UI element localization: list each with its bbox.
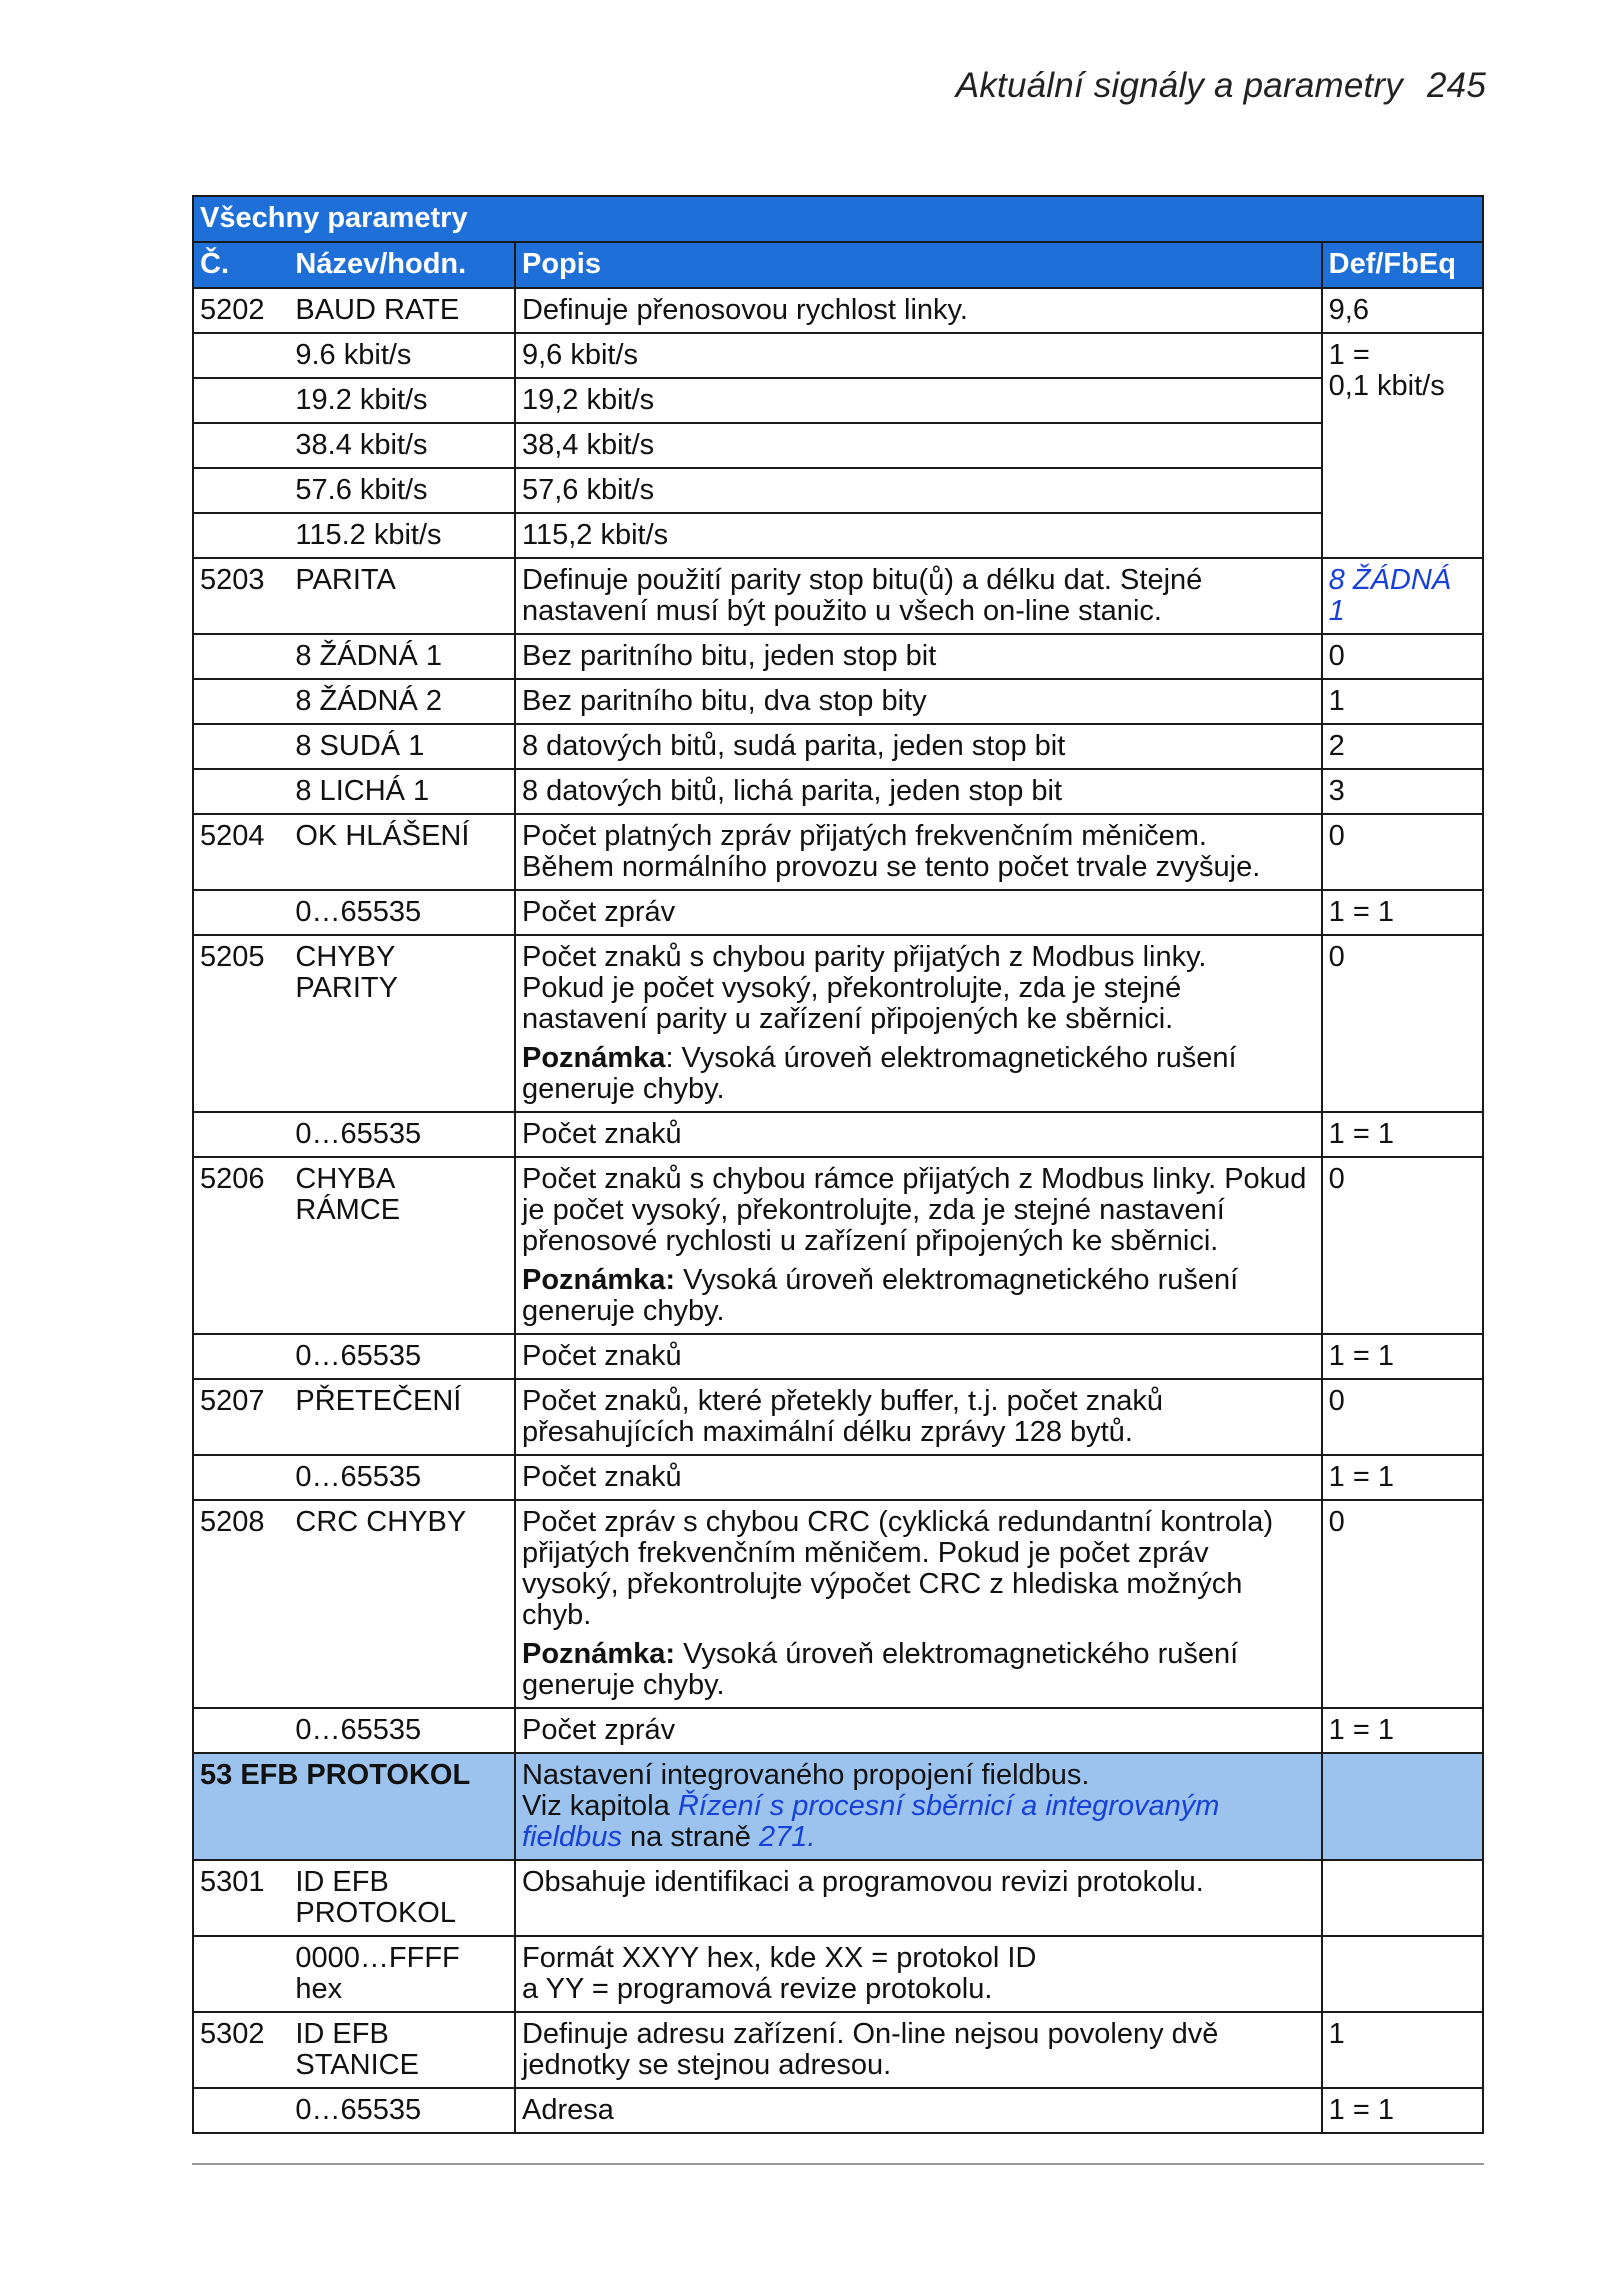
table-title-row	[193, 196, 1483, 242]
param-desc: Počet zpráv	[515, 890, 1322, 935]
param-def: 0	[1322, 814, 1483, 890]
table-row	[193, 1334, 1483, 1379]
param-value: 8 ŽÁDNÁ 2	[289, 679, 515, 724]
table-row	[193, 679, 1483, 724]
param-def: 0	[1322, 1379, 1483, 1455]
param-name: ID EFB STANICE	[289, 2012, 515, 2088]
param-desc: Počet znaků s chybou rámce přijatých z Modbus linky. Pokud je počet vysoký, překontrolujte, zda je stejné nastavení přenosové rychlosti u zařízení připojených ke sběrnici. Poznámka: Vysoká úroveň elektromagnetického rušení generuje chyby.	[515, 1157, 1322, 1334]
table-row	[193, 1500, 1483, 1708]
param-value: 8 SUDÁ 1	[289, 724, 515, 769]
param-value: 0…65535	[289, 890, 515, 935]
table-row	[193, 333, 1483, 378]
param-desc: Počet znaků	[515, 1334, 1322, 1379]
param-desc: 8 datových bitů, lichá parita, jeden stop bit	[515, 769, 1322, 814]
table-row	[193, 1157, 1483, 1334]
group-row	[193, 1753, 1483, 1860]
param-value: 57.6 kbit/s	[289, 468, 515, 513]
table-row	[193, 814, 1483, 890]
parameters-table	[192, 195, 1484, 2134]
param-desc: Počet znaků	[515, 1455, 1322, 1500]
param-desc: Formát XXYY hex, kde XX = protokol ID a YY = programová revize protokolu.	[515, 1936, 1322, 2012]
chapter-link[interactable]: Řízení s procesní sběrnicí a integrovaným	[677, 1790, 1220, 1822]
param-desc: 8 datových bitů, sudá parita, jeden stop bit	[515, 724, 1322, 769]
param-def-link[interactable]: 8 ŽÁDNÁ 1	[1322, 558, 1483, 634]
table-header-row	[193, 242, 1483, 288]
table-row	[193, 935, 1483, 1112]
param-name: BAUD RATE	[289, 288, 515, 333]
param-def: 1 = 1	[1322, 1455, 1483, 1500]
param-value: 9.6 kbit/s	[289, 333, 515, 378]
table-row	[193, 634, 1483, 679]
chapter-link-cont[interactable]: fieldbus	[521, 1821, 622, 1853]
table-row	[193, 468, 1483, 513]
param-desc: 38,4 kbit/s	[515, 423, 1322, 468]
param-def: 1	[1322, 2012, 1483, 2088]
param-number: 5302	[193, 2012, 289, 2088]
footer-divider	[192, 2163, 1484, 2165]
param-desc: 57,6 kbit/s	[515, 468, 1322, 513]
param-value: 8 ŽÁDNÁ 1	[289, 634, 515, 679]
col-header-name: Název/hodn.	[289, 242, 515, 288]
table-row	[193, 724, 1483, 769]
group-def	[1322, 1753, 1483, 1860]
param-name: CRC CHYBY	[289, 1500, 515, 1708]
param-desc: 9,6 kbit/s	[515, 333, 1322, 378]
param-value: 115.2 kbit/s	[289, 513, 515, 558]
col-header-def: Def/FbEq	[1322, 242, 1483, 288]
table-title: Všechny parametry	[193, 196, 1483, 242]
table-row	[193, 890, 1483, 935]
param-def: 0	[1322, 1500, 1483, 1708]
param-name: CHYBY PARITY	[289, 935, 515, 1112]
table-row	[193, 1708, 1483, 1753]
param-def: 1 = 0,1 kbit/s	[1322, 333, 1483, 558]
param-desc: Počet znaků s chybou parity přijatých z Modbus linky. Pokud je počet vysoký, překontrolujte, zda je stejné nastavení parity u zařízení připojených ke sběrnici. Poznámka: Vysoká úroveň elektromagnetického rušení generuje chyby.	[515, 935, 1322, 1112]
param-def: 1 = 1	[1322, 1708, 1483, 1753]
param-value: 0…65535	[289, 1708, 515, 1753]
param-number: 5205	[193, 935, 289, 1112]
param-value: 0…65535	[289, 2088, 515, 2133]
param-desc: Bez paritního bitu, jeden stop bit	[515, 634, 1322, 679]
table-row	[193, 1112, 1483, 1157]
param-number: 5207	[193, 1379, 289, 1455]
param-value: 19.2 kbit/s	[289, 378, 515, 423]
param-desc: Adresa	[515, 2088, 1322, 2133]
table-row	[193, 1860, 1483, 1936]
param-name: OK HLÁŠENÍ	[289, 814, 515, 890]
col-header-no: Č.	[193, 242, 289, 288]
table-row	[193, 2012, 1483, 2088]
param-desc: Definuje adresu zařízení. On-line nejsou povoleny dvě jednotky se stejnou adresou.	[515, 2012, 1322, 2088]
param-def: 2	[1322, 724, 1483, 769]
param-desc: Definuje přenosovou rychlost linky.	[515, 288, 1322, 333]
param-number: 5204	[193, 814, 289, 890]
param-desc: Definuje použití parity stop bitu(ů) a délku dat. Stejné nastavení musí být použito u všech on-line stanic.	[515, 558, 1322, 634]
group-desc: Nastavení integrovaného propojení fieldbus. Viz kapitola Řízení s procesní sběrnicí a integrovaným fieldbus na straně 271.	[515, 1753, 1322, 1860]
param-def: 0	[1322, 634, 1483, 679]
param-def	[1322, 1936, 1483, 2012]
param-def: 3	[1322, 769, 1483, 814]
param-name: PARITA	[289, 558, 515, 634]
param-value: 0…65535	[289, 1334, 515, 1379]
param-number: 5206	[193, 1157, 289, 1334]
page-number: 245	[1427, 66, 1486, 105]
param-def: 1 = 1	[1322, 890, 1483, 935]
param-number: 5203	[193, 558, 289, 634]
param-def: 1 = 1	[1322, 1112, 1483, 1157]
param-desc: Počet znaků	[515, 1112, 1322, 1157]
param-def: 0	[1322, 935, 1483, 1112]
param-desc: Počet zpráv	[515, 1708, 1322, 1753]
param-desc: Počet zpráv s chybou CRC (cyklická redundantní kontrola) přijatých frekvenčním měničem. Pokud je počet zpráv vysoký, překontrolujte výpočet CRC z hlediska možných chyb. Poznámka: Vysoká úroveň elektromagnetického rušení generuje chyby.	[515, 1500, 1322, 1708]
param-number: 5202	[193, 288, 289, 333]
table-row	[193, 1936, 1483, 2012]
param-name: ID EFB PROTOKOL	[289, 1860, 515, 1936]
col-header-desc: Popis	[515, 242, 1322, 288]
param-def: 1 = 1	[1322, 2088, 1483, 2133]
param-desc: 115,2 kbit/s	[515, 513, 1322, 558]
param-desc: Bez paritního bitu, dva stop bity	[515, 679, 1322, 724]
page-header	[956, 66, 1486, 106]
table-row	[193, 378, 1483, 423]
param-def: 1 = 1	[1322, 1334, 1483, 1379]
page-link[interactable]: 271	[758, 1821, 808, 1853]
param-desc: Obsahuje identifikaci a programovou revizi protokolu.	[515, 1860, 1322, 1936]
param-name: CHYBA RÁMCE	[289, 1157, 515, 1334]
param-value: 0000…FFFF hex	[289, 1936, 515, 2012]
param-def: 9,6	[1322, 288, 1483, 333]
table-row	[193, 558, 1483, 634]
table-row	[193, 288, 1483, 333]
note: Poznámka: Vysoká úroveň elektromagnetického rušení	[521, 1638, 1239, 1670]
table-row	[193, 769, 1483, 814]
param-desc: 19,2 kbit/s	[515, 378, 1322, 423]
table-row	[193, 1455, 1483, 1500]
param-number: 5208	[193, 1500, 289, 1708]
param-def: 1	[1322, 679, 1483, 724]
param-value: 0…65535	[289, 1455, 515, 1500]
table-row	[193, 1379, 1483, 1455]
param-value: 8 LICHÁ 1	[289, 769, 515, 814]
param-value: 0…65535	[289, 1112, 515, 1157]
param-desc: Počet platných zpráv přijatých frekvenčním měničem. Během normálního provozu se tento počet trvale zvyšuje.	[515, 814, 1322, 890]
param-def: 0	[1322, 1157, 1483, 1334]
param-name: PŘETEČENÍ	[289, 1379, 515, 1455]
param-def	[1322, 1860, 1483, 1936]
note: Poznámka: Vysoká úroveň elektromagnetického rušení	[521, 1042, 1237, 1074]
param-number: 5301	[193, 1860, 289, 1936]
param-desc: Počet znaků, které přetekly buffer, t.j. počet znaků přesahujících maximální délku zprávy 128 bytů.	[515, 1379, 1322, 1455]
header-title: Aktuální signály a parametry	[955, 66, 1403, 105]
table-row	[193, 513, 1483, 558]
table-row	[193, 2088, 1483, 2133]
note: Poznámka: Vysoká úroveň elektromagnetického rušení	[521, 1264, 1239, 1296]
table-row	[193, 423, 1483, 468]
group-name: 53 EFB PROTOKOL	[193, 1753, 515, 1860]
param-value: 38.4 kbit/s	[289, 423, 515, 468]
